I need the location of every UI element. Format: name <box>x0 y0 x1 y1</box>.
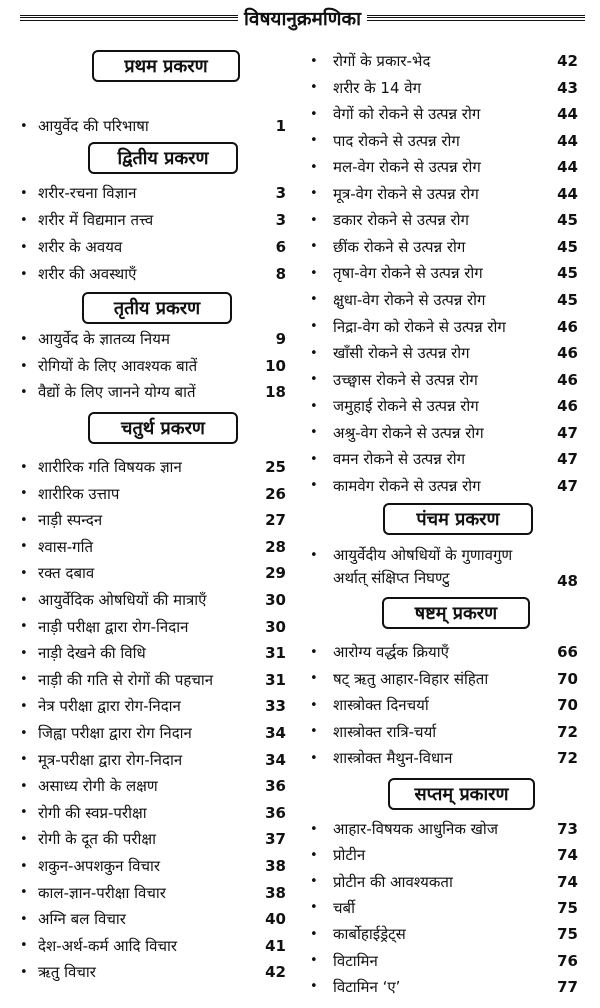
entry-page-number: 36 <box>265 803 286 822</box>
toc-entry[interactable] <box>20 614 286 640</box>
entry-title: नाड़ी की गति से रोगों की पहचान <box>38 670 214 689</box>
toc-entry[interactable] <box>20 906 286 932</box>
entry-title: शारीरिक गति विषयक ज्ञान <box>38 458 182 476</box>
toc-entry[interactable] <box>20 534 286 560</box>
bullet-icon: • <box>310 53 318 69</box>
section-heading-text: चतुर्थ प्रकरण <box>121 418 205 439</box>
bullet-icon: • <box>310 644 318 660</box>
toc-entry[interactable] <box>310 948 578 974</box>
toc-entry[interactable] <box>20 959 286 985</box>
entry-page-number: 72 <box>557 749 578 767</box>
entry-title: विटामिन <box>333 951 378 970</box>
entry-page-number: 76 <box>557 951 578 970</box>
toc-entry[interactable] <box>310 895 578 921</box>
toc-entry[interactable] <box>310 542 578 590</box>
entry-page-number: 33 <box>265 697 286 716</box>
entry-title: प्रोटीन की आवश्यकता <box>333 872 453 891</box>
bullet-icon: • <box>20 592 28 608</box>
entry-title: अग्नि बल विचार <box>38 910 126 929</box>
entry-title: आयुर्वेद की परिभाषा <box>38 117 149 135</box>
entry-title: आहार-विषयक आधुनिक खोज <box>333 820 498 838</box>
toc-entry[interactable] <box>310 314 578 340</box>
entry-page-number: 9 <box>275 330 286 348</box>
toc-entry[interactable] <box>310 974 578 1000</box>
entry-title: वैद्यों के लिए जानने योग्य बातें <box>38 383 196 401</box>
entry-title: काल-ज्ञान-परीक्षा विचार <box>38 883 166 902</box>
entry-page-number: 73 <box>557 820 578 838</box>
entry-title: शकुन-अपशकुन विचार <box>38 857 161 875</box>
entry-page-number: 70 <box>557 669 578 688</box>
entry-title: शरीर में विद्यमान तत्त्व <box>38 211 154 229</box>
toc-entry[interactable] <box>310 921 578 947</box>
entry-page-number: 31 <box>265 644 286 663</box>
section-heading <box>88 412 238 444</box>
entry-page-number: 8 <box>275 265 286 283</box>
entry-title: असाध्य रोगी के लक्षण <box>38 777 158 796</box>
entry-page-number: 45 <box>557 211 578 230</box>
entry-page-number: 46 <box>557 397 578 416</box>
toc-entry[interactable] <box>20 481 286 507</box>
entry-title: खाँसी रोकने से उत्पन्न रोग <box>333 344 470 363</box>
entry-page-number: 41 <box>265 936 286 955</box>
bullet-icon: • <box>310 478 318 494</box>
entry-page-number: 34 <box>265 724 286 742</box>
toc-entry[interactable] <box>310 420 578 446</box>
section-heading <box>92 50 240 82</box>
toc-entry[interactable] <box>310 745 578 771</box>
section-heading <box>88 142 238 174</box>
toc-entry[interactable] <box>310 719 578 745</box>
toc-entry[interactable] <box>20 113 286 139</box>
bullet-icon: • <box>310 212 318 228</box>
entry-page-number: 47 <box>557 450 578 469</box>
entry-page-number: 37 <box>265 830 286 849</box>
entry-title: शास्त्रोक्त रात्रि-चर्या <box>333 722 437 741</box>
entry-page-number: 77 <box>557 977 578 996</box>
entry-title: मूत्र-वेग रोकने से उत्पन्न रोग <box>333 184 479 203</box>
section-heading-text: द्वितीय प्रकरण <box>117 148 209 169</box>
entry-page-number: 66 <box>557 643 578 661</box>
toc-entry[interactable] <box>20 826 286 852</box>
entry-page-number: 48 <box>557 572 578 590</box>
entry-page-number: 44 <box>557 131 578 150</box>
bullet-icon: • <box>310 750 318 766</box>
section-heading-text: प्रथम प्रकरण <box>124 56 208 77</box>
entry-page-number: 74 <box>557 846 578 865</box>
entry-title-continued: अर्थात् संक्षिप्त निघण्टु <box>333 569 450 587</box>
section-heading <box>388 778 535 810</box>
bullet-icon: • <box>310 979 318 995</box>
toc-entry[interactable] <box>310 473 578 499</box>
toc-entry[interactable] <box>310 234 578 260</box>
entry-title: जमुहाई रोकने से उत्पन्न रोग <box>333 397 479 416</box>
entry-title: शास्त्रोक्त मैथुन-विधान <box>333 749 453 767</box>
toc-entry[interactable] <box>310 666 578 692</box>
entry-page-number: 29 <box>265 564 286 583</box>
entry-title: डकार रोकने से उत्पन्न रोग <box>333 211 469 230</box>
entry-page-number: 46 <box>557 370 578 389</box>
toc-entry[interactable] <box>310 869 578 895</box>
bullet-icon: • <box>20 384 28 400</box>
toc-entry[interactable] <box>20 773 286 799</box>
entry-page-number: 47 <box>557 476 578 495</box>
entry-page-number: 43 <box>557 78 578 97</box>
toc-entry[interactable] <box>20 379 286 405</box>
entry-title: नाड़ी परीक्षा द्वारा रोग-निदान <box>38 617 189 636</box>
entry-page-number: 28 <box>265 537 286 556</box>
entry-page-number: 40 <box>265 910 286 929</box>
toc-entry[interactable] <box>20 640 286 666</box>
entry-page-number: 42 <box>557 52 578 70</box>
entry-title: निद्रा-वेग को रोकने से उत्पन्न रोग <box>333 317 506 336</box>
entry-title: वमन रोकने से उत्पन्न रोग <box>333 450 466 469</box>
toc-entry[interactable] <box>310 287 578 313</box>
toc-entry[interactable] <box>20 880 286 906</box>
entry-title: तृषा-वेग रोकने से उत्पन्न रोग <box>333 264 483 283</box>
bullet-icon: • <box>310 265 318 281</box>
page-title: विषयानुक्रमणिका <box>243 8 362 30</box>
entry-title: आरोग्य वर्द्धक क्रियाएँ <box>333 643 449 661</box>
entry-title: शरीर के 14 वेग <box>333 78 422 97</box>
toc-entry[interactable] <box>310 101 578 127</box>
entry-page-number: 30 <box>265 617 286 636</box>
entry-title: नाड़ी देखने की विधि <box>38 644 146 663</box>
toc-entry[interactable] <box>20 261 286 287</box>
section-heading-text: षष्टम् प्रकरण <box>414 603 498 624</box>
toc-entry[interactable] <box>310 128 578 154</box>
toc-entry[interactable] <box>20 560 286 586</box>
bullet-icon: • <box>20 266 28 282</box>
entry-title: छींक रोकने से उत्पन्न रोग <box>333 237 466 256</box>
toc-entry[interactable] <box>20 800 286 826</box>
toc-entry[interactable] <box>310 75 578 101</box>
bullet-icon: • <box>310 186 318 202</box>
entry-page-number: 1 <box>275 117 286 135</box>
entry-title: शारीरिक उत्ताप <box>38 484 120 503</box>
bullet-icon: • <box>20 911 28 927</box>
section-heading <box>383 503 533 535</box>
entry-page-number: 47 <box>557 423 578 442</box>
entry-title: पाद रोकने से उत्पन्न रोग <box>333 131 460 150</box>
entry-page-number: 25 <box>265 458 286 476</box>
section-heading-text: तृतीय प्रकरण <box>113 298 201 319</box>
toc-entry[interactable] <box>20 353 286 379</box>
bullet-icon: • <box>20 512 28 528</box>
bullet-icon: • <box>20 185 28 201</box>
bullet-icon: • <box>310 547 318 563</box>
entry-page-number: 44 <box>557 105 578 124</box>
entry-page-number: 45 <box>557 237 578 256</box>
toc-entry[interactable] <box>20 587 286 613</box>
entry-page-number: 27 <box>265 511 286 530</box>
bullet-icon: • <box>310 159 318 175</box>
bullet-icon: • <box>20 752 28 768</box>
entry-page-number: 30 <box>265 591 286 609</box>
bullet-icon: • <box>310 106 318 122</box>
toc-entry[interactable] <box>20 507 286 533</box>
bullet-icon: • <box>310 319 318 334</box>
bullet-icon: • <box>20 459 28 475</box>
entry-title: कामवेग रोकने से उत्पन्न रोग <box>333 476 481 495</box>
section-heading <box>82 292 232 324</box>
toc-entry[interactable] <box>310 207 578 233</box>
bullet-icon: • <box>20 858 28 874</box>
entry-page-number: 26 <box>265 484 286 503</box>
entry-title: षट् ऋतु आहार-विहार संहिता <box>333 669 489 688</box>
bullet-icon: • <box>20 239 28 255</box>
section-heading <box>382 597 530 629</box>
entry-page-number: 44 <box>557 158 578 177</box>
header-rule-right <box>367 15 585 21</box>
entry-page-number: 72 <box>557 722 578 741</box>
entry-page-number: 45 <box>557 290 578 309</box>
entry-title: रोगियों के लिए आवश्यक बातें <box>38 357 198 375</box>
toc-entry[interactable] <box>310 639 578 665</box>
toc-entry[interactable] <box>20 933 286 959</box>
toc-entry[interactable] <box>310 816 578 842</box>
entry-page-number: 75 <box>557 925 578 944</box>
header-rule-left <box>20 15 238 21</box>
entry-title: जिह्वा परीक्षा द्वारा रोग निदान <box>38 724 192 742</box>
bullet-icon: • <box>310 847 318 863</box>
toc-entry[interactable] <box>20 720 286 746</box>
bullet-icon: • <box>310 372 318 388</box>
bullet-icon: • <box>20 539 28 555</box>
entry-title: चर्बी <box>333 898 355 917</box>
entry-title: आयुर्वेद के ज्ञातव्य नियम <box>38 330 170 348</box>
bullet-icon: • <box>310 239 318 255</box>
toc-entry[interactable] <box>20 207 286 233</box>
bullet-icon: • <box>20 212 28 228</box>
bullet-icon: • <box>310 697 318 713</box>
entry-page-number: 45 <box>557 264 578 283</box>
toc-entry[interactable] <box>310 154 578 180</box>
toc-entry[interactable] <box>310 692 578 718</box>
bullet-icon: • <box>20 565 28 581</box>
entry-title: आयुर्वेदिक ओषधियों की मात्राएँ <box>38 591 207 609</box>
entry-page-number: 34 <box>265 750 286 769</box>
bullet-icon: • <box>20 698 28 714</box>
bullet-icon: • <box>310 133 318 149</box>
entry-page-number: 46 <box>557 344 578 363</box>
entry-page-number: 44 <box>557 184 578 203</box>
bullet-icon: • <box>20 486 28 502</box>
bullet-icon: • <box>20 725 28 741</box>
bullet-icon: • <box>310 671 318 686</box>
bullet-icon: • <box>20 358 28 374</box>
toc-entry[interactable] <box>310 181 578 207</box>
entry-page-number: 6 <box>275 238 286 256</box>
bullet-icon: • <box>310 451 318 467</box>
entry-page-number: 36 <box>265 777 286 796</box>
toc-entry[interactable] <box>20 693 286 719</box>
bullet-icon: • <box>20 645 28 661</box>
entry-page-number: 75 <box>557 898 578 917</box>
bullet-icon: • <box>310 345 318 361</box>
bullet-icon: • <box>310 398 318 414</box>
bullet-icon: • <box>20 964 28 980</box>
bullet-icon: • <box>20 885 28 901</box>
entry-page-number: 38 <box>265 857 286 875</box>
entry-title: रोगी के दूत की परीक्षा <box>38 830 157 849</box>
entry-title: शरीर-रचना विज्ञान <box>38 184 137 202</box>
entry-title: मूत्र-परीक्षा द्वारा रोग-निदान <box>38 750 183 769</box>
bullet-icon: • <box>20 831 28 847</box>
entry-title: क्षुधा-वेग रोकने से उत्पन्न रोग <box>333 290 486 309</box>
toc-entry[interactable] <box>20 454 286 480</box>
entry-page-number: 18 <box>265 383 286 401</box>
bullet-icon: • <box>20 619 28 635</box>
entry-title: रोगी की स्वप्न-परीक्षा <box>38 803 147 822</box>
entry-title: शरीर की अवस्थाएँ <box>38 265 137 283</box>
entry-page-number: 42 <box>265 963 286 982</box>
entry-title: रोगों के प्रकार-भेद <box>333 52 431 70</box>
toc-entry[interactable] <box>310 842 578 868</box>
entry-title: प्रोटीन <box>333 846 366 865</box>
toc-entry[interactable] <box>20 853 286 879</box>
bullet-icon: • <box>310 900 318 916</box>
bullet-icon: • <box>310 953 318 968</box>
bullet-icon: • <box>310 80 318 96</box>
toc-entry[interactable] <box>20 667 286 693</box>
bullet-icon: • <box>20 331 28 347</box>
entry-title: नेत्र परीक्षा द्वारा रोग-निदान <box>38 697 181 716</box>
entry-page-number: 31 <box>265 670 286 689</box>
toc-entry[interactable] <box>310 367 578 393</box>
page-header <box>20 4 585 32</box>
toc-entry[interactable] <box>310 48 578 74</box>
entry-title: शरीर के अवयव <box>38 238 123 256</box>
entry-page-number: 70 <box>557 696 578 714</box>
bullet-icon: • <box>310 425 318 441</box>
toc-entry[interactable] <box>310 446 578 472</box>
entry-title: श्वास-गति <box>38 537 94 556</box>
section-heading-text: सप्तम् प्रकारण <box>414 784 509 805</box>
entry-title: उच्छ्वास रोकने से उत्पन्न रोग <box>333 370 478 389</box>
entry-title: विटामिन ‘ए’ <box>333 977 401 996</box>
toc-entry[interactable] <box>20 180 286 206</box>
entry-title: आयुर्वेदीय ओषधियों के गुणावगुण <box>333 546 513 564</box>
bullet-icon: • <box>310 292 318 308</box>
entry-title: रक्त दबाव <box>38 564 95 583</box>
entry-page-number: 3 <box>275 211 286 229</box>
entry-title: मल-वेग रोकने से उत्पन्न रोग <box>333 158 481 177</box>
toc-entry[interactable] <box>310 340 578 366</box>
entry-title: शास्त्रोक्त दिनचर्या <box>333 696 429 714</box>
toc-entry[interactable] <box>310 260 578 286</box>
entry-title: देश-अर्थ-कर्म आदि विचार <box>38 936 178 955</box>
bullet-icon: • <box>310 724 318 739</box>
entry-page-number: 10 <box>265 357 286 375</box>
bullet-icon: • <box>20 778 28 794</box>
bullet-icon: • <box>310 874 318 890</box>
entry-title: अश्रु-वेग रोकने से उत्पन्न रोग <box>333 423 484 442</box>
bullet-icon: • <box>20 805 28 821</box>
entry-title: ऋतु विचार <box>38 963 96 982</box>
section-heading-text: पंचम प्रकरण <box>416 509 500 530</box>
bullet-icon: • <box>310 821 318 837</box>
entry-title: कार्बोहाईड्रेट्स <box>333 925 406 944</box>
bullet-icon: • <box>20 938 28 954</box>
entry-page-number: 3 <box>275 184 286 202</box>
bullet-icon: • <box>310 926 318 942</box>
entry-title: नाड़ी स्पन्दन <box>38 511 103 530</box>
entry-page-number: 74 <box>557 872 578 891</box>
toc-entry[interactable] <box>20 234 286 260</box>
toc-entry[interactable] <box>310 393 578 419</box>
entry-title: वेगों को रोकने से उत्पन्न रोग <box>333 105 481 124</box>
bullet-icon: • <box>20 672 28 688</box>
toc-entry[interactable] <box>20 747 286 773</box>
bullet-icon: • <box>20 118 28 134</box>
entry-page-number: 38 <box>265 883 286 902</box>
entry-page-number: 46 <box>557 317 578 336</box>
toc-entry[interactable] <box>20 326 286 352</box>
